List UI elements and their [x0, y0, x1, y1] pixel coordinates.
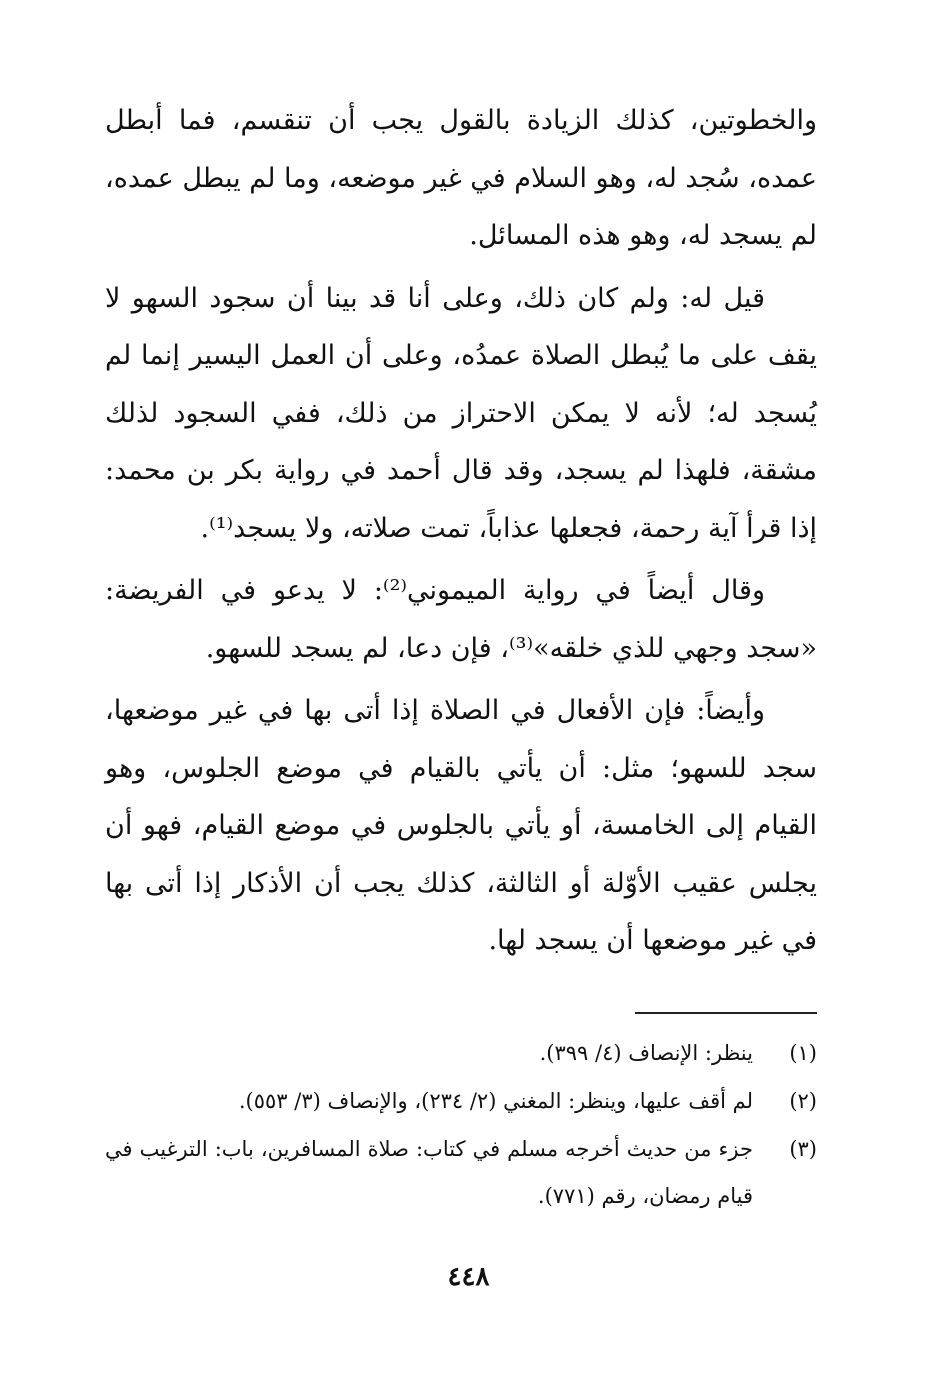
footnote-text: لم أقف عليها، وينظر: المغني (٢/ ٢٣٤)، والإنصاف (٣/ ٥٥٣).: [238, 1089, 753, 1113]
footnote-number: (١): [789, 1041, 817, 1065]
footnotes: [105, 1030, 817, 1221]
footnote-divider: [635, 1012, 817, 1014]
footnote-number: (٣): [789, 1137, 817, 1161]
footnote-3: [105, 1126, 817, 1220]
footnote-number: (٢): [789, 1089, 817, 1113]
footnote-text: ينظر: الإنصاف (٤/ ٣٩٩).: [539, 1041, 753, 1065]
footnote-text: جزء من حديث أخرجه مسلم في كتاب: صلاة المسافرين، باب: الترغيب في قيام رمضان، رقم (٧٧١).: [105, 1137, 753, 1208]
paragraph-1: والخطوتين، كذلك الزيادة بالقول يجب أن تنقسم، فما أبطل عمده، سُجد له، وهو السلام في غير موضعه، وما لم يبطل عمده، لم يسجد له، وهو هذه المسائل.: [105, 105, 817, 251]
main-text: [105, 92, 817, 975]
footnote-2: [105, 1078, 817, 1125]
page-number: ٤٤٨: [447, 1262, 490, 1292]
paragraph-2: قيل له: ولم كان ذلك، وعلى أنا قد بينا أن سجود السهو لا يقف على ما يُبطل الصلاة عمدُه، وعلى أن العمل اليسير إنما لم يُسجد له؛ لأنه لا يمكن الاحتراز من ذلك، ففي السجود لذلك مشقة، فلهذا لم يسجد، وقد قال أحمد في رواية بكر بن محمد: إذا قرأ آية رحمة، فجعلها عذاباً، تمت صلاته، ولا يسجد⁽¹⁾.: [105, 282, 817, 544]
paragraph-3: وقال أيضاً في رواية الميموني⁽²⁾: لا يدعو في الفريضة: «سجد وجهي للذي خلقه»⁽³⁾، فإن دعا، لم يسجد للسهو.: [105, 575, 817, 664]
footnote-1: [105, 1030, 817, 1077]
paragraph-4: وأيضاً: فإن الأفعال في الصلاة إذا أتى بها في غير موضعها، سجد للسهو؛ مثل: أن يأتي بالقيام في موضع الجلوس، وهو القيام إلى الخامسة، أو يأتي بالجلوس في موضع القيام، فهو أن يجلس عقيب الأوّلة أو الثالثة، كذلك يجب أن الأذكار إذا أتى بها في غير موضعها أن يسجد لها.: [105, 695, 817, 956]
